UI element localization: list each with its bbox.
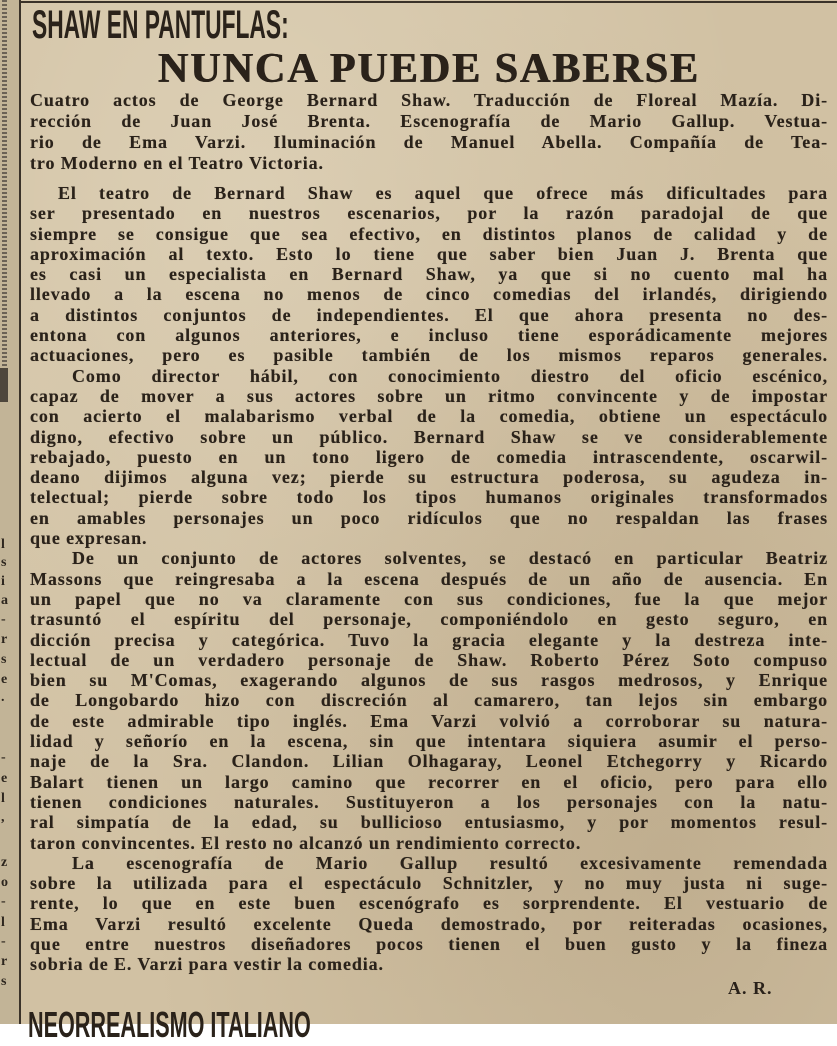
- body-line: digno, efectivo sobre un público. Bernard Shaw se ve considerablemente: [30, 426, 828, 447]
- body-line: que entre nuestros diseñadores pocos tienen el buen gusto y la fineza: [30, 933, 828, 954]
- body-line: bien su M'Comas, exagerando algunos de sus rasgos medrosos, y Enrique: [30, 670, 828, 691]
- article-title: NUNCA PUEDE SABERSE: [157, 46, 701, 92]
- body-line: lectual de un verdadero personaje de Shaw. Roberto Pérez Soto compuso: [30, 649, 828, 670]
- body-line: La escenografía de Mario Gallup resultó excesivamente remendada: [72, 852, 828, 873]
- body-line: deano dijimos alguna vez; pierde su estructura poderosa, su agudeza in-: [30, 467, 828, 488]
- body-line: Ema Varzi resultó excelente Queda demostrado, por reiteradas ocasiones,: [30, 913, 828, 934]
- adjacent-column-fragment: i: [1, 574, 5, 589]
- body-line: tienen condiciones naturales. Sustituyeron a los personajes con la natu-: [30, 791, 828, 812]
- body-line: trasuntó el espíritu del personaje, componiéndolo en gesto seguro, en: [30, 609, 828, 630]
- body-paragraph: [30, 548, 828, 852]
- body-line: rebajado, puesto en un tono ligero de comedia intrascendente, oscarwil-: [30, 446, 828, 467]
- body-line: que expresan.: [30, 528, 148, 549]
- adjacent-column-fragment: -: [1, 750, 6, 765]
- body-line: El teatro de Bernard Shaw es aquel que ofrece más dificultades para: [58, 183, 828, 203]
- credits-line: tro Moderno en el Teatro Victoria.: [30, 153, 324, 173]
- adjacent-column-fragment: -: [1, 612, 6, 627]
- adjacent-column-fragment: ,: [1, 810, 5, 825]
- credits-block: [30, 90, 828, 174]
- adjacent-column-fragment: l: [1, 915, 5, 930]
- body-line: dicción precisa y categórica. Tuvo la gracia elegante y la destreza inte-: [30, 629, 828, 650]
- adjacent-column-fragment: z: [1, 855, 8, 870]
- credits-line: Cuatro actos de George Bernard Shaw. Traducción de Floreal Mazía. Di-: [30, 90, 828, 110]
- adjacent-column-fragment: o: [1, 875, 8, 890]
- adjacent-column-fragment: .: [1, 690, 5, 705]
- ink-mark: [0, 368, 8, 402]
- adjacent-column-fragment: s: [1, 555, 7, 570]
- body-line: sobria de E. Varzi para vestir la comedia.: [30, 954, 384, 975]
- body-line: llevado a la escena no menos de cinco comedias del irlandés, dirigiendo: [30, 284, 828, 305]
- article-body: [30, 183, 828, 975]
- body-line: naje de la Sra. Clandon. Lilian Olhagaray, Leonel Etchegorry y Ricardo: [30, 751, 828, 772]
- body-paragraph: [30, 183, 828, 366]
- adjacent-column-fragment: e: [1, 771, 8, 786]
- adjacent-column-fragment: r: [1, 954, 8, 969]
- next-article-heading-clip: [28, 1004, 448, 1045]
- body-line: con acierto el malabarismo verbal de la comedia, obtiene un espectáculo: [30, 406, 828, 427]
- adjacent-column-fragment: -: [1, 934, 6, 949]
- adjacent-column-fragment: e: [1, 672, 8, 687]
- body-line: en amables personajes un poco ridículos que no respaldan las frases: [30, 507, 828, 528]
- body-line: ral simpatía de la edad, su bullicioso entusiasmo, y por momentos resul-: [30, 812, 828, 833]
- adjacent-column-fragment: l: [1, 791, 5, 806]
- body-paragraph: [30, 853, 828, 975]
- adjacent-column-fragment: r: [1, 632, 8, 647]
- body-paragraph: [30, 366, 828, 549]
- body-line: Balart tienen un largo camino que recorrer en el oficio, pero para ello: [30, 771, 828, 792]
- credits-line: rección de Juan José Brenta. Escenografía de Mario Gallup. Vestua-: [30, 111, 828, 131]
- body-line: telectual; pierde sobre todo los tipos humanos originales transformados: [30, 487, 828, 508]
- body-line: De un conjunto de actores solventes, se destacó en particular Beatriz: [72, 548, 828, 569]
- adjacent-column-fragment: l: [1, 537, 5, 552]
- adjacent-column-fragment: -: [1, 894, 6, 909]
- dotted-cut-line: [2, 0, 7, 400]
- column-rule-vertical: [19, 0, 21, 1024]
- adjacent-column-fragment: s: [1, 974, 7, 989]
- body-line: es casi un especialista en Bernard Shaw, ya que si no cuento mal ha: [30, 264, 828, 285]
- next-article-heading: NEORREALISMO ITALIANO: [28, 1004, 311, 1045]
- body-line: lidad y señorío en la escena, sin que intentara siquiera asumir el perso-: [30, 731, 828, 752]
- author-signature: A. R.: [728, 978, 773, 998]
- adjacent-column-fragment: s: [1, 652, 7, 667]
- body-line: un papel que no va claramente con sus condiciones, fue la que mejor: [30, 588, 828, 609]
- body-line: entona con algunos anteriores, e incluso tiene esporádicamente mejores: [30, 325, 828, 346]
- body-line: a distintos conjuntos de independientes. El que ahora presenta no des-: [30, 304, 828, 325]
- body-line: rente, lo que en este buen escenógrafo es sorprendente. El vestuario de: [30, 893, 828, 914]
- body-line: siempre se consigue que sea efectivo, en distintos planos de calidad y de: [30, 223, 828, 244]
- body-line: capaz de mover a sus actores sobre un ritmo convincente y de impostar: [30, 385, 828, 406]
- body-line: de este admirable tipo inglés. Ema Varzi volvió a corroborar su natura-: [30, 710, 828, 731]
- body-line: ser presentado en nuestros escenarios, por la razón paradojal de que: [30, 203, 828, 224]
- body-line: Como director hábil, con conocimiento diestro del oficio escénico,: [72, 365, 828, 386]
- body-line: taron convincentes. El resto no alcanzó un rendimiento correcto.: [30, 832, 582, 853]
- credits-line: rio de Ema Varzi. Iluminación de Manuel Abella. Compañía de Tea-: [30, 132, 828, 152]
- body-line: actuaciones, pero es pasible también de los mismos reparos generales.: [30, 345, 828, 366]
- adjacent-column-fragment: a: [1, 593, 8, 608]
- body-line: Massons que reingresaba a la escena después de un año de ausencia. En: [30, 568, 828, 589]
- body-line: sobre la utilizada para el espectáculo Schnitzler, y no muy justa ni suge-: [30, 873, 828, 894]
- body-line: de Longobardo hizo con discreción al camarero, tan lejos sin embargo: [30, 690, 828, 711]
- body-line: aproximación al texto. Esto lo tiene que saber bien Juan J. Brenta que: [30, 243, 828, 264]
- section-heading: SHAW EN PANTUFLAS:: [32, 3, 289, 47]
